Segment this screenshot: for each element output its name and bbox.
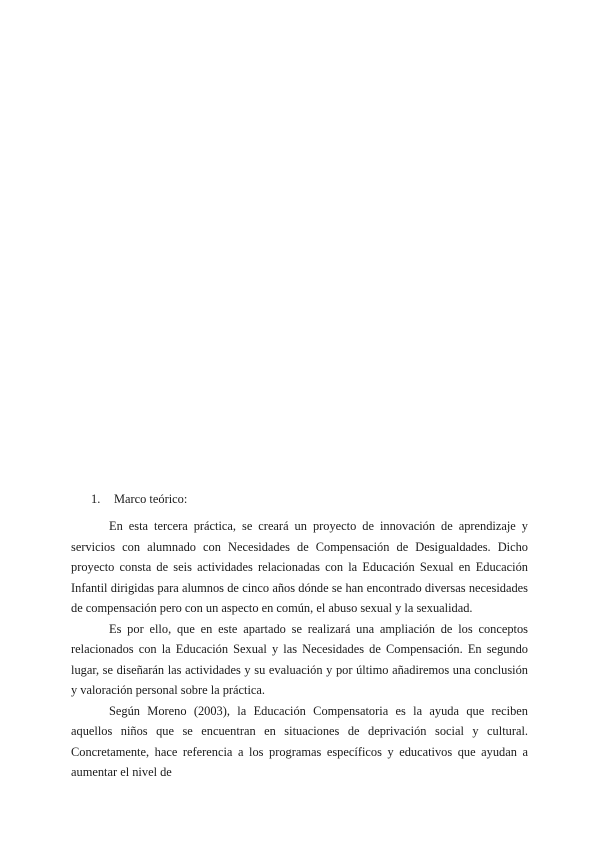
- section-number: 1.: [91, 492, 101, 506]
- section-heading: [71, 489, 528, 509]
- section-title: Marco teórico:: [114, 492, 188, 506]
- paragraph-intro: En esta tercera práctica, se creará un proyecto de innovación de aprendizaje y servicios con alumnado con Necesidades de Compensación de Desigualdades. Dicho proyecto consta de seis actividades relacionadas con la Educación Sexual en Educación Infantil dirigidas para alumnos de cinco años dónde se han encontrado diversas necesidades de compensación pero con un aspecto en común, el abuso sexual y la sexualidad.: [71, 519, 528, 615]
- paragraph-outline: Es por ello, que en este apartado se realizará una ampliación de los conceptos relacionados con la Educación Sexual y las Necesidades de Compensación. En segundo lugar, se diseñarán las actividades y su evaluación y por último añadiremos una conclusión y valoración personal sobre la práctica.: [71, 621, 528, 697]
- page-body: [71, 489, 528, 783]
- paragraph-definition: Según Moreno (2003), la Educación Compensatoria es la ayuda que reciben aquellos niños que se encuentran en situaciones de deprivación social y cultural. Concretamente, hace referencia a los programas específicos y educativos que ayudan a aumentar el nivel de: [71, 703, 528, 779]
